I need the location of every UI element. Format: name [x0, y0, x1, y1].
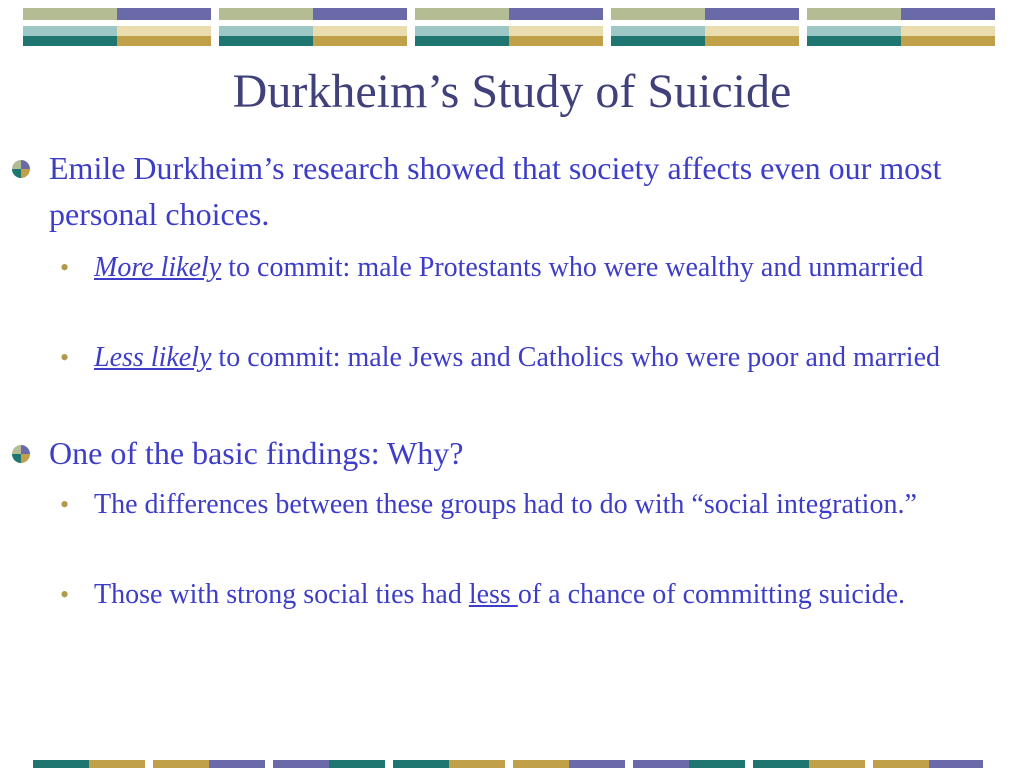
band-segment	[33, 760, 89, 768]
band-segment	[689, 760, 745, 768]
band-segment	[513, 760, 569, 768]
sub-bullet-more-likely	[94, 247, 1018, 288]
band-segment	[273, 760, 329, 768]
less-likely-text: to commit: male Jews and Catholics who were poor and married	[211, 342, 941, 373]
social-ties-text-after: of a chance of committing suicide.	[517, 579, 906, 610]
band-segment	[449, 760, 505, 768]
band-segment	[809, 760, 865, 768]
sphere-bullet-icon	[10, 443, 32, 465]
band-segment	[89, 760, 145, 768]
bottom-decorative-band	[33, 760, 983, 768]
band-segment	[633, 760, 689, 768]
sub-bullet-dot: •	[60, 343, 70, 372]
band-segment	[873, 760, 929, 768]
sub-bullet-dot: •	[60, 253, 70, 282]
social-ties-text-before: Those with strong social ties had	[94, 579, 469, 610]
band-segment	[393, 760, 449, 768]
band-segment	[209, 760, 265, 768]
sub-bullet-dot: •	[60, 580, 70, 609]
band-segment	[929, 760, 983, 768]
bullet-durkheim-research: Emile Durkheim’s research showed that society affects even our most personal choices.	[49, 150, 942, 232]
band-segment	[569, 760, 625, 768]
slide-title: Durkheim’s Study of Suicide	[232, 65, 792, 118]
less-underlined: less	[468, 579, 518, 610]
sub-bullet-dot: •	[60, 490, 70, 519]
more-likely-emphasis: More likely	[94, 252, 222, 283]
sub-bullet-social-integration: The differences between these groups had to do with “social integration.”	[94, 489, 917, 520]
less-likely-emphasis: Less likely	[94, 342, 212, 373]
sphere-bullet-icon	[10, 158, 32, 180]
more-likely-text: to commit: male Protestants who were wealthy and unmarried	[221, 252, 924, 283]
bullet-basic-findings: One of the basic findings: Why?	[49, 435, 464, 471]
band-segment	[153, 760, 209, 768]
sub-bullet-less-likely	[94, 337, 1018, 378]
sub-bullet-social-ties	[94, 574, 1018, 615]
band-segment	[329, 760, 385, 768]
band-segment	[753, 760, 809, 768]
